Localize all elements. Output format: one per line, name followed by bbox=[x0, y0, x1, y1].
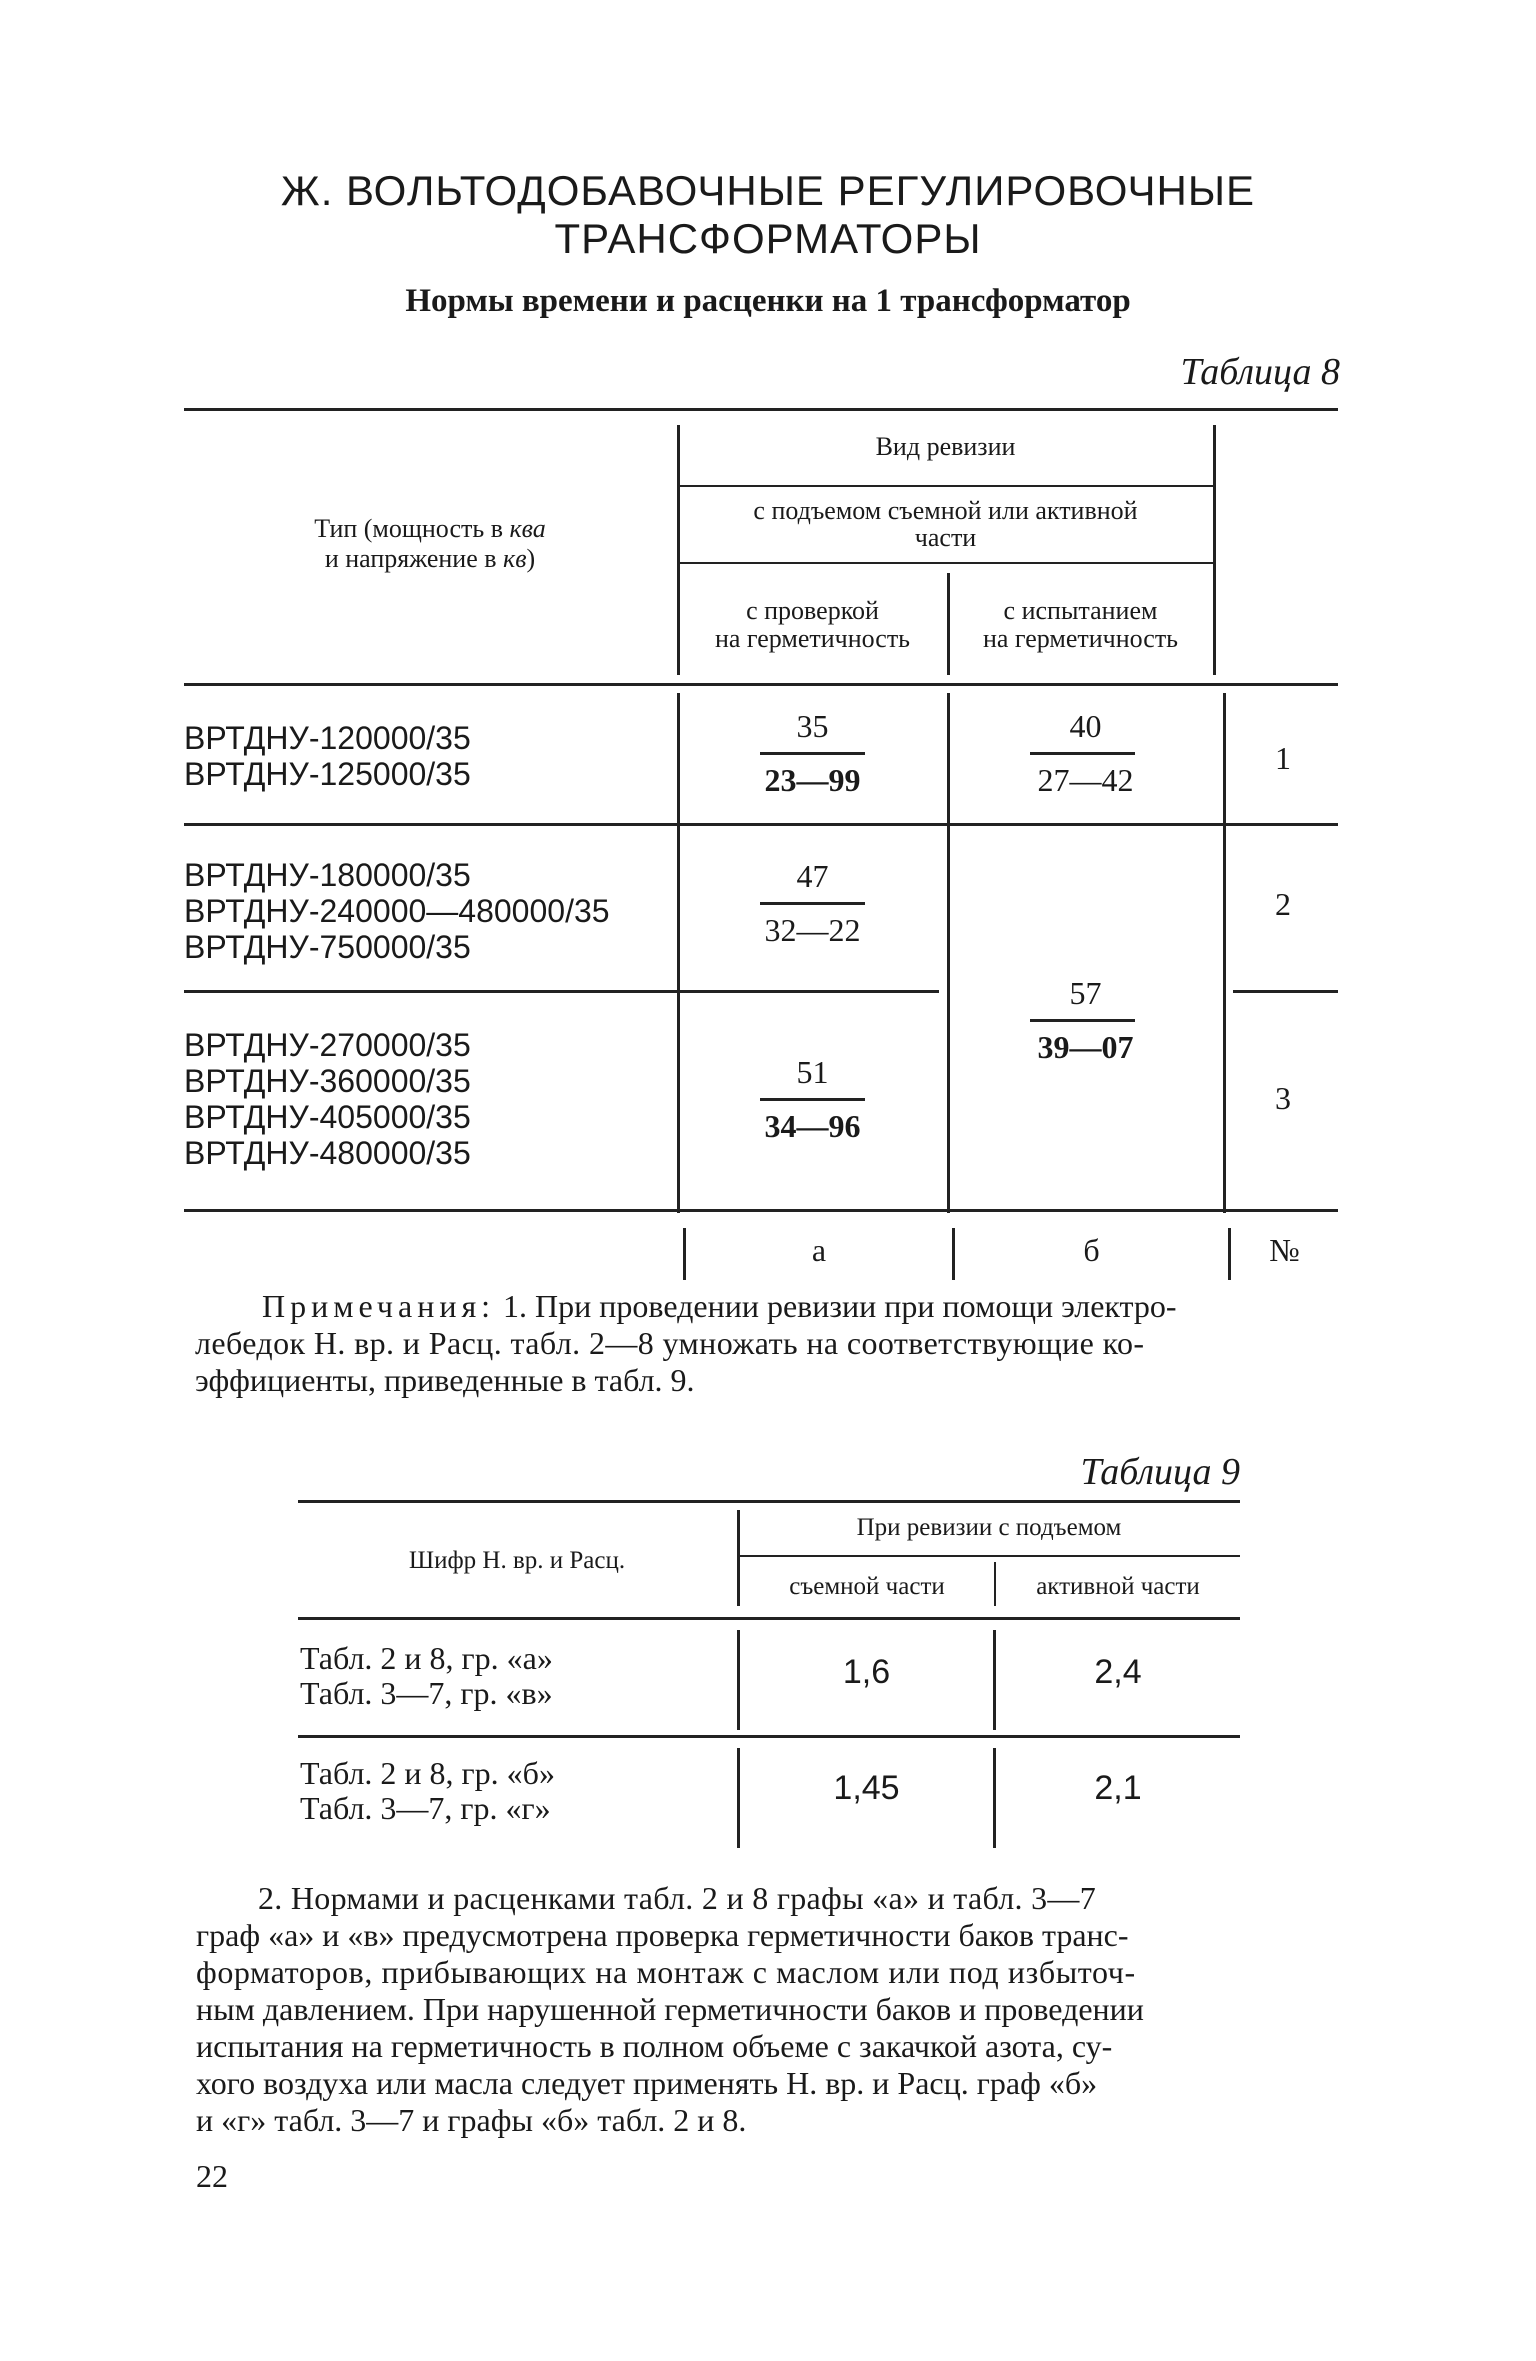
header-revision: Вид ревизии bbox=[875, 432, 1016, 461]
section-title-line2: ТРАНСФОРМАТОРЫ bbox=[554, 215, 982, 262]
table-9-row-1-removable: 1,6 bbox=[842, 1653, 891, 1691]
para-2-line-3: форматоров, прибывающих на монтаж с маслом или под избыточ- bbox=[196, 1954, 1136, 1990]
notes-line-1: Примечания: 1. При проведении ревизии при помощи электро- bbox=[262, 1288, 1177, 1324]
header-test-line1: с испытанием bbox=[1003, 596, 1158, 625]
row-3-number: 3 bbox=[1275, 1080, 1291, 1116]
table-9-header-cipher: Шифр Н. вр. и Расц. bbox=[408, 1547, 626, 1574]
table-9-caption: Таблица 9 bbox=[1080, 1451, 1240, 1493]
row-2-3-b-rate: 39—07 bbox=[1037, 1029, 1134, 1065]
row-2-3-b-norm: 57 bbox=[1069, 975, 1102, 1011]
para-2-line-4: ным давлением. При нарушенной герметичности баков и проведении bbox=[196, 1991, 1144, 2027]
column-label-number: № bbox=[1269, 1232, 1300, 1268]
row-2-a-rate: 32—22 bbox=[764, 912, 861, 948]
row-2-name-1: ВРТДНУ-180000/35 bbox=[184, 857, 471, 893]
row-2-name-3: ВРТДНУ-750000/35 bbox=[184, 929, 471, 965]
para-2-line-2: граф «а» и «в» предусмотрена проверка герметичности баков транс- bbox=[196, 1917, 1129, 1953]
row-3-name-3: ВРТДНУ-405000/35 bbox=[184, 1099, 471, 1135]
table-9-row-2-active: 2,1 bbox=[1094, 1769, 1142, 1807]
table-9-header-active: активной части bbox=[1036, 1573, 1200, 1600]
table-9-header-revision: При ревизии с подъемом bbox=[856, 1514, 1122, 1541]
page-number: 22 bbox=[196, 2158, 228, 2194]
table-9-row-1-line-2: Табл. 3—7, гр. «в» bbox=[300, 1675, 553, 1711]
header-type-line2: и напряжение в кв) bbox=[324, 544, 536, 573]
table-9-header-removable: съемной части bbox=[789, 1573, 945, 1600]
notes-line-3: эффициенты, приведенные в табл. 9. bbox=[195, 1362, 695, 1398]
table-9-row-1-line-1: Табл. 2 и 8, гр. «а» bbox=[300, 1640, 553, 1676]
row-2-a-norm: 47 bbox=[796, 858, 829, 894]
row-1-a-norm: 35 bbox=[796, 708, 829, 744]
column-label-b: б bbox=[1083, 1232, 1100, 1268]
header-check-line2: на герметичность bbox=[714, 624, 911, 653]
column-label-a: а bbox=[811, 1232, 827, 1268]
row-1-name-1: ВРТДНУ-120000/35 bbox=[184, 720, 471, 756]
row-3-a-rate: 34—96 bbox=[764, 1108, 861, 1144]
para-2-line-5: испытания на герметичность в полном объеме с закачкой азота, су- bbox=[196, 2028, 1113, 2064]
section-title-line1: Ж. ВОЛЬТОДОБАВОЧНЫЕ РЕГУЛИРОВОЧНЫЕ bbox=[280, 167, 1256, 214]
header-lift-line1: с подъемом съемной или активной bbox=[753, 496, 1138, 525]
row-3-name-2: ВРТДНУ-360000/35 bbox=[184, 1063, 471, 1099]
row-2-number: 2 bbox=[1275, 886, 1291, 922]
para-2-line-7: и «г» табл. 3—7 и графы «б» табл. 2 и 8. bbox=[196, 2102, 747, 2138]
para-2-line-6: хого воздуха или масла следует применять Н. вр. и Расц. граф «б» bbox=[196, 2065, 1098, 2101]
subtitle: Нормы времени и расценки на 1 трансформатор bbox=[405, 283, 1131, 319]
header-test-line2: на герметичность bbox=[982, 624, 1179, 653]
notes-label: Примечания: bbox=[262, 1288, 496, 1324]
para-2-line-1: 2. Нормами и расценками табл. 2 и 8 графы «а» и табл. 3—7 bbox=[258, 1880, 1097, 1916]
row-1-b-norm: 40 bbox=[1069, 708, 1102, 744]
row-1-a-rate: 23—99 bbox=[764, 762, 861, 798]
table-9-row-2-removable: 1,45 bbox=[833, 1769, 900, 1807]
row-1-number: 1 bbox=[1275, 740, 1291, 776]
notes-line-2: лебедок Н. вр. и Расц. табл. 2—8 умножать на соответствующие ко- bbox=[195, 1325, 1145, 1361]
row-1-b-rate: 27—42 bbox=[1037, 762, 1134, 798]
header-check-line1: с проверкой bbox=[746, 596, 879, 625]
row-3-name-1: ВРТДНУ-270000/35 bbox=[184, 1027, 471, 1063]
table-8-caption: Таблица 8 bbox=[1180, 351, 1340, 393]
row-3-a-norm: 51 bbox=[796, 1054, 829, 1090]
row-2-name-2: ВРТДНУ-240000—480000/35 bbox=[184, 893, 610, 929]
row-1-name-2: ВРТДНУ-125000/35 bbox=[184, 756, 471, 792]
row-3-name-4: ВРТДНУ-480000/35 bbox=[184, 1135, 471, 1171]
table-9-row-1-active: 2,4 bbox=[1094, 1653, 1142, 1691]
header-type-line1: Тип (мощность в ква bbox=[314, 514, 546, 543]
header-lift-line2: части bbox=[914, 523, 977, 552]
table-9-row-2-line-1: Табл. 2 и 8, гр. «б» bbox=[300, 1755, 555, 1791]
table-9-row-2-line-2: Табл. 3—7, гр. «г» bbox=[300, 1790, 551, 1826]
